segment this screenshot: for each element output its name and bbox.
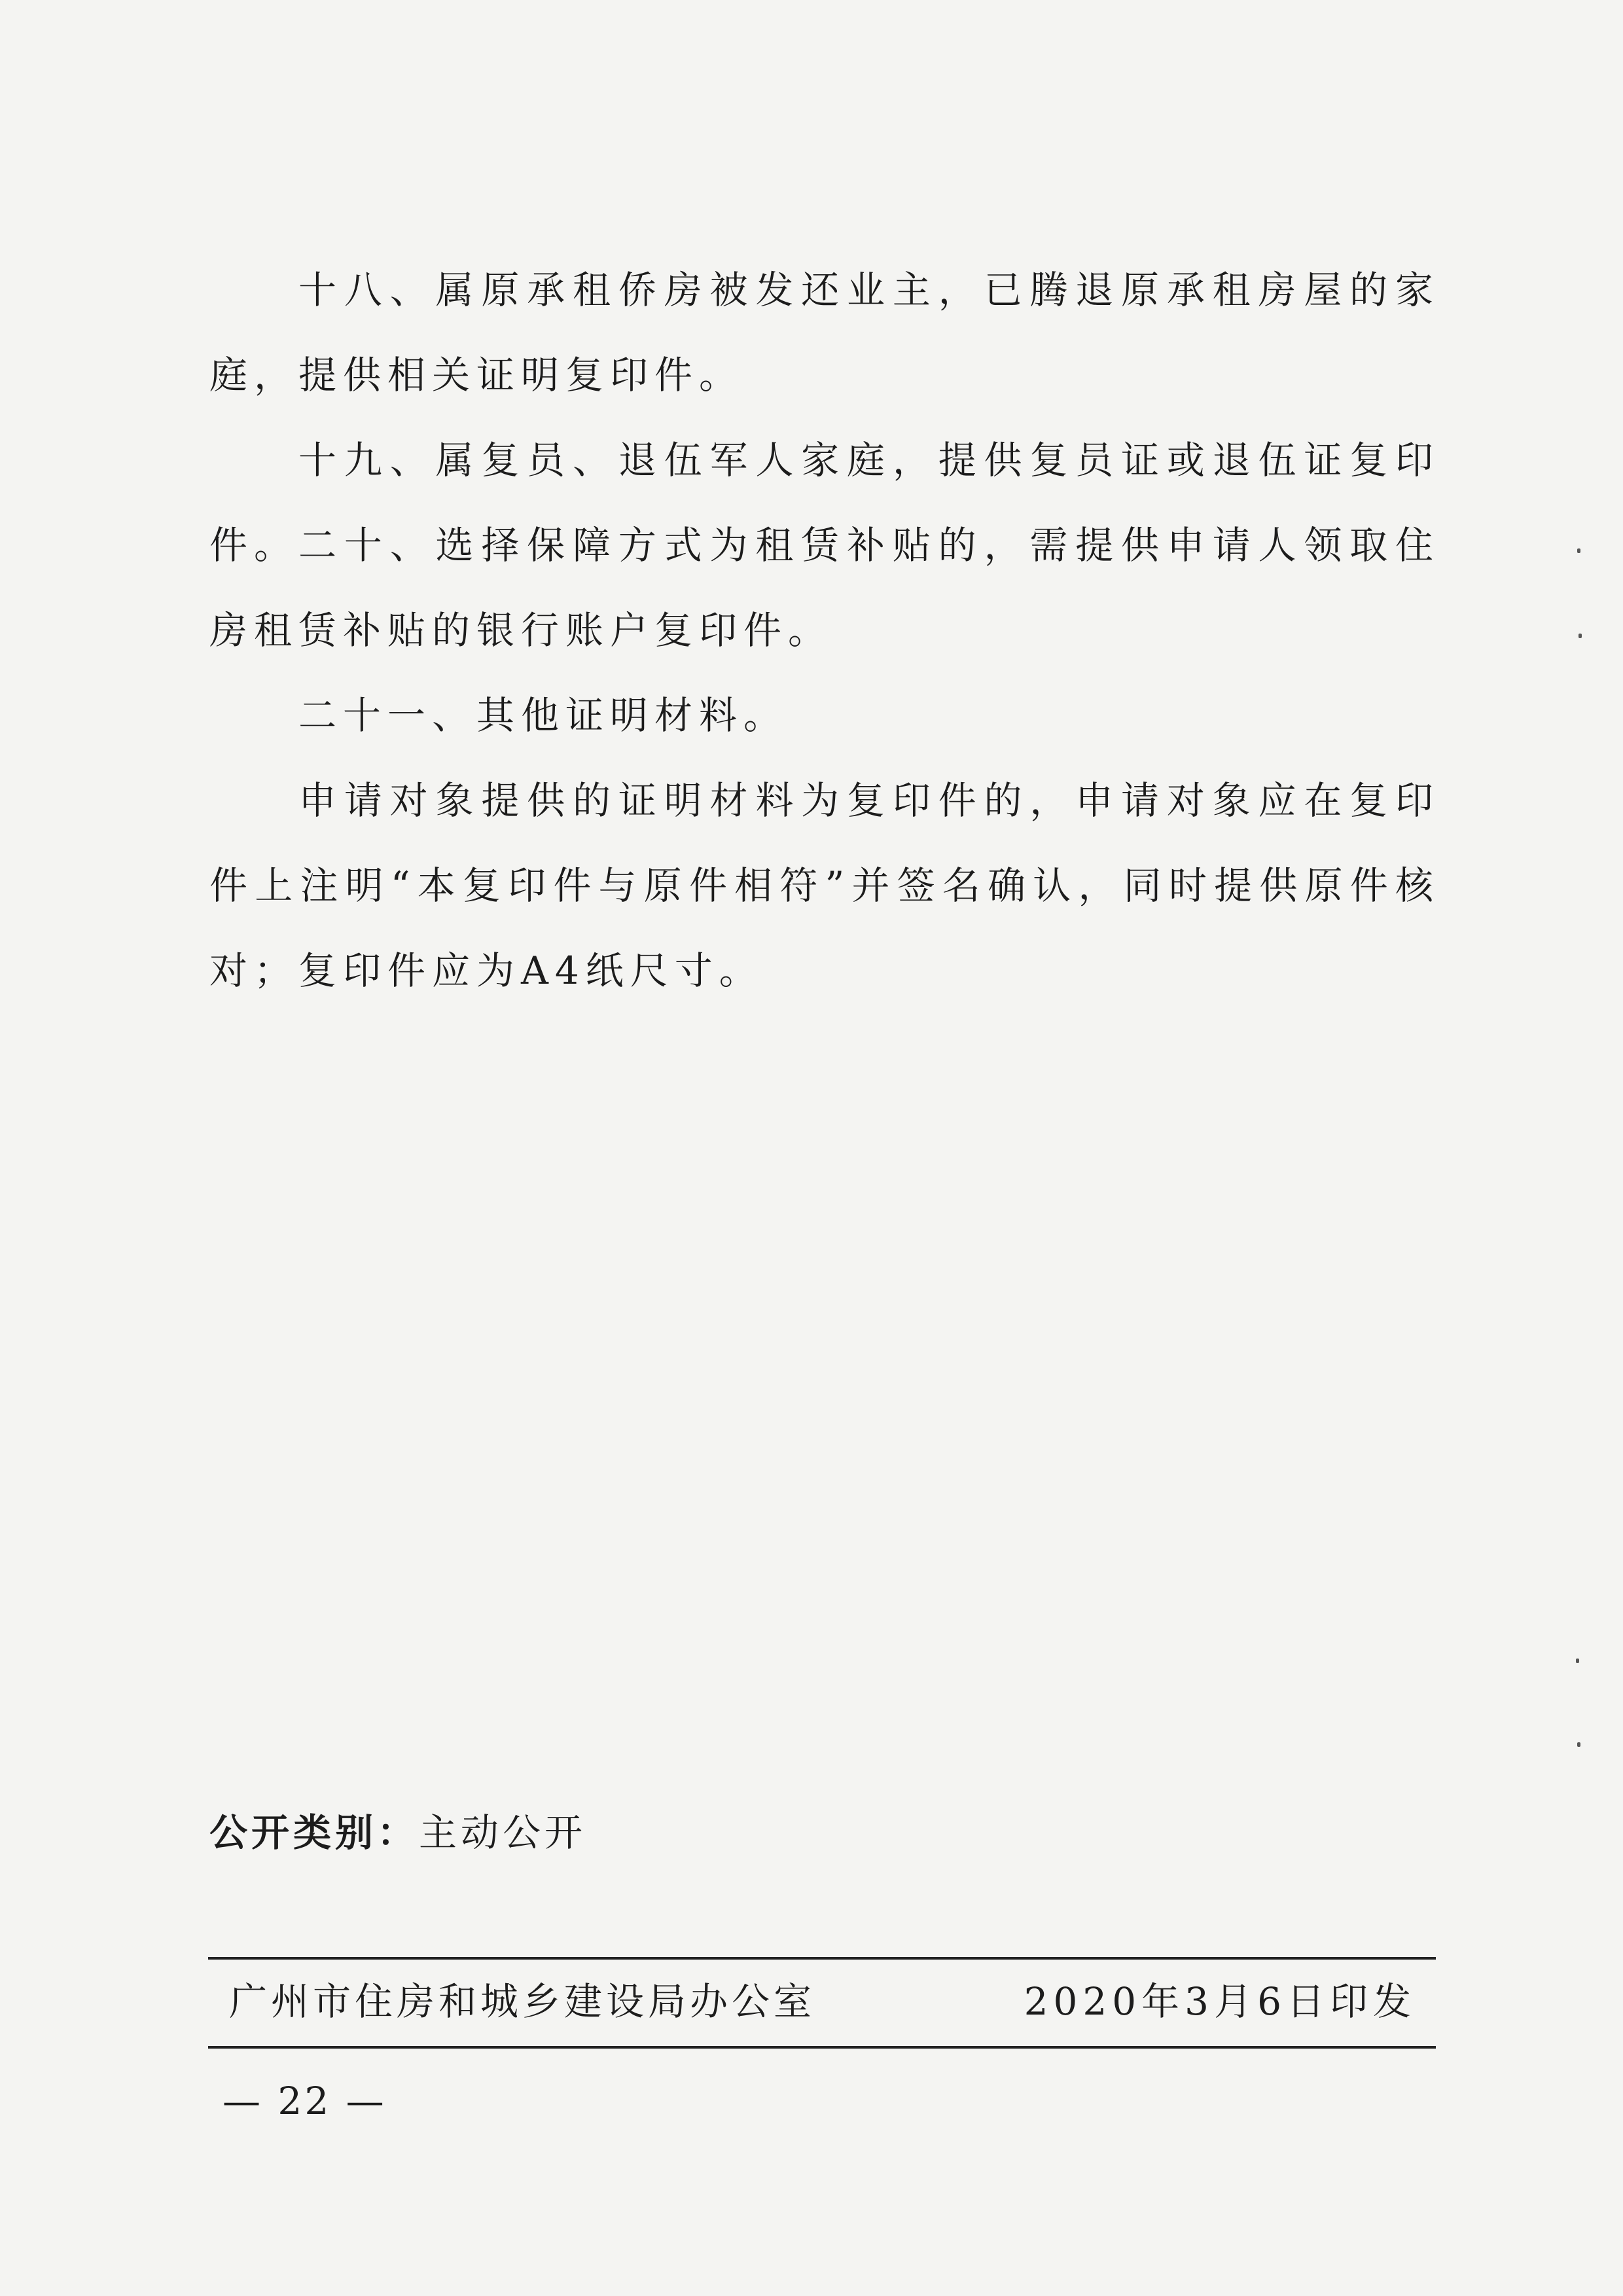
- paragraph-item-18: 十八、属原承租侨房被发还业主，已腾退原承租房屋的家庭，提供相关证明复印件。: [209, 268, 1440, 397]
- footer-bottom-rule: [208, 2046, 1436, 2049]
- scan-speck: [1578, 634, 1582, 638]
- disclosure-label: 公开类别：: [209, 1810, 419, 1855]
- paragraph-item-21: 二十一、其他证明材料。: [298, 693, 789, 738]
- scan-speck: [1577, 548, 1580, 553]
- paragraph-copy-note: 申请对象提供的证明材料为复印件的，申请对象应在复印件上注明“本复印件与原件相符”并签名确认，同时提供原件核对；复印件应为A4纸尺寸。: [209, 778, 1440, 993]
- issuing-office: 广州市住房和城乡建设局办公室: [229, 1979, 816, 2024]
- scan-speck: [1577, 1742, 1580, 1747]
- paragraph-item-19: 十九、属复员、退伍军人家庭，提供复员证或退伍证复印件。: [209, 438, 1440, 567]
- disclosure-category: [209, 1806, 586, 1859]
- scan-speck: [1576, 1659, 1579, 1663]
- footer-top-rule: [208, 1957, 1436, 1960]
- disclosure-value: 主动公开: [419, 1810, 587, 1855]
- issue-date: 2020年3月6日印发: [1024, 1979, 1416, 2024]
- paragraph-item-20: 二十、选择保障方式为租赁补贴的，需提供申请人领取住房租赁补贴的银行账户复印件。: [209, 523, 1440, 653]
- page-number: — 22 —: [223, 2079, 387, 2123]
